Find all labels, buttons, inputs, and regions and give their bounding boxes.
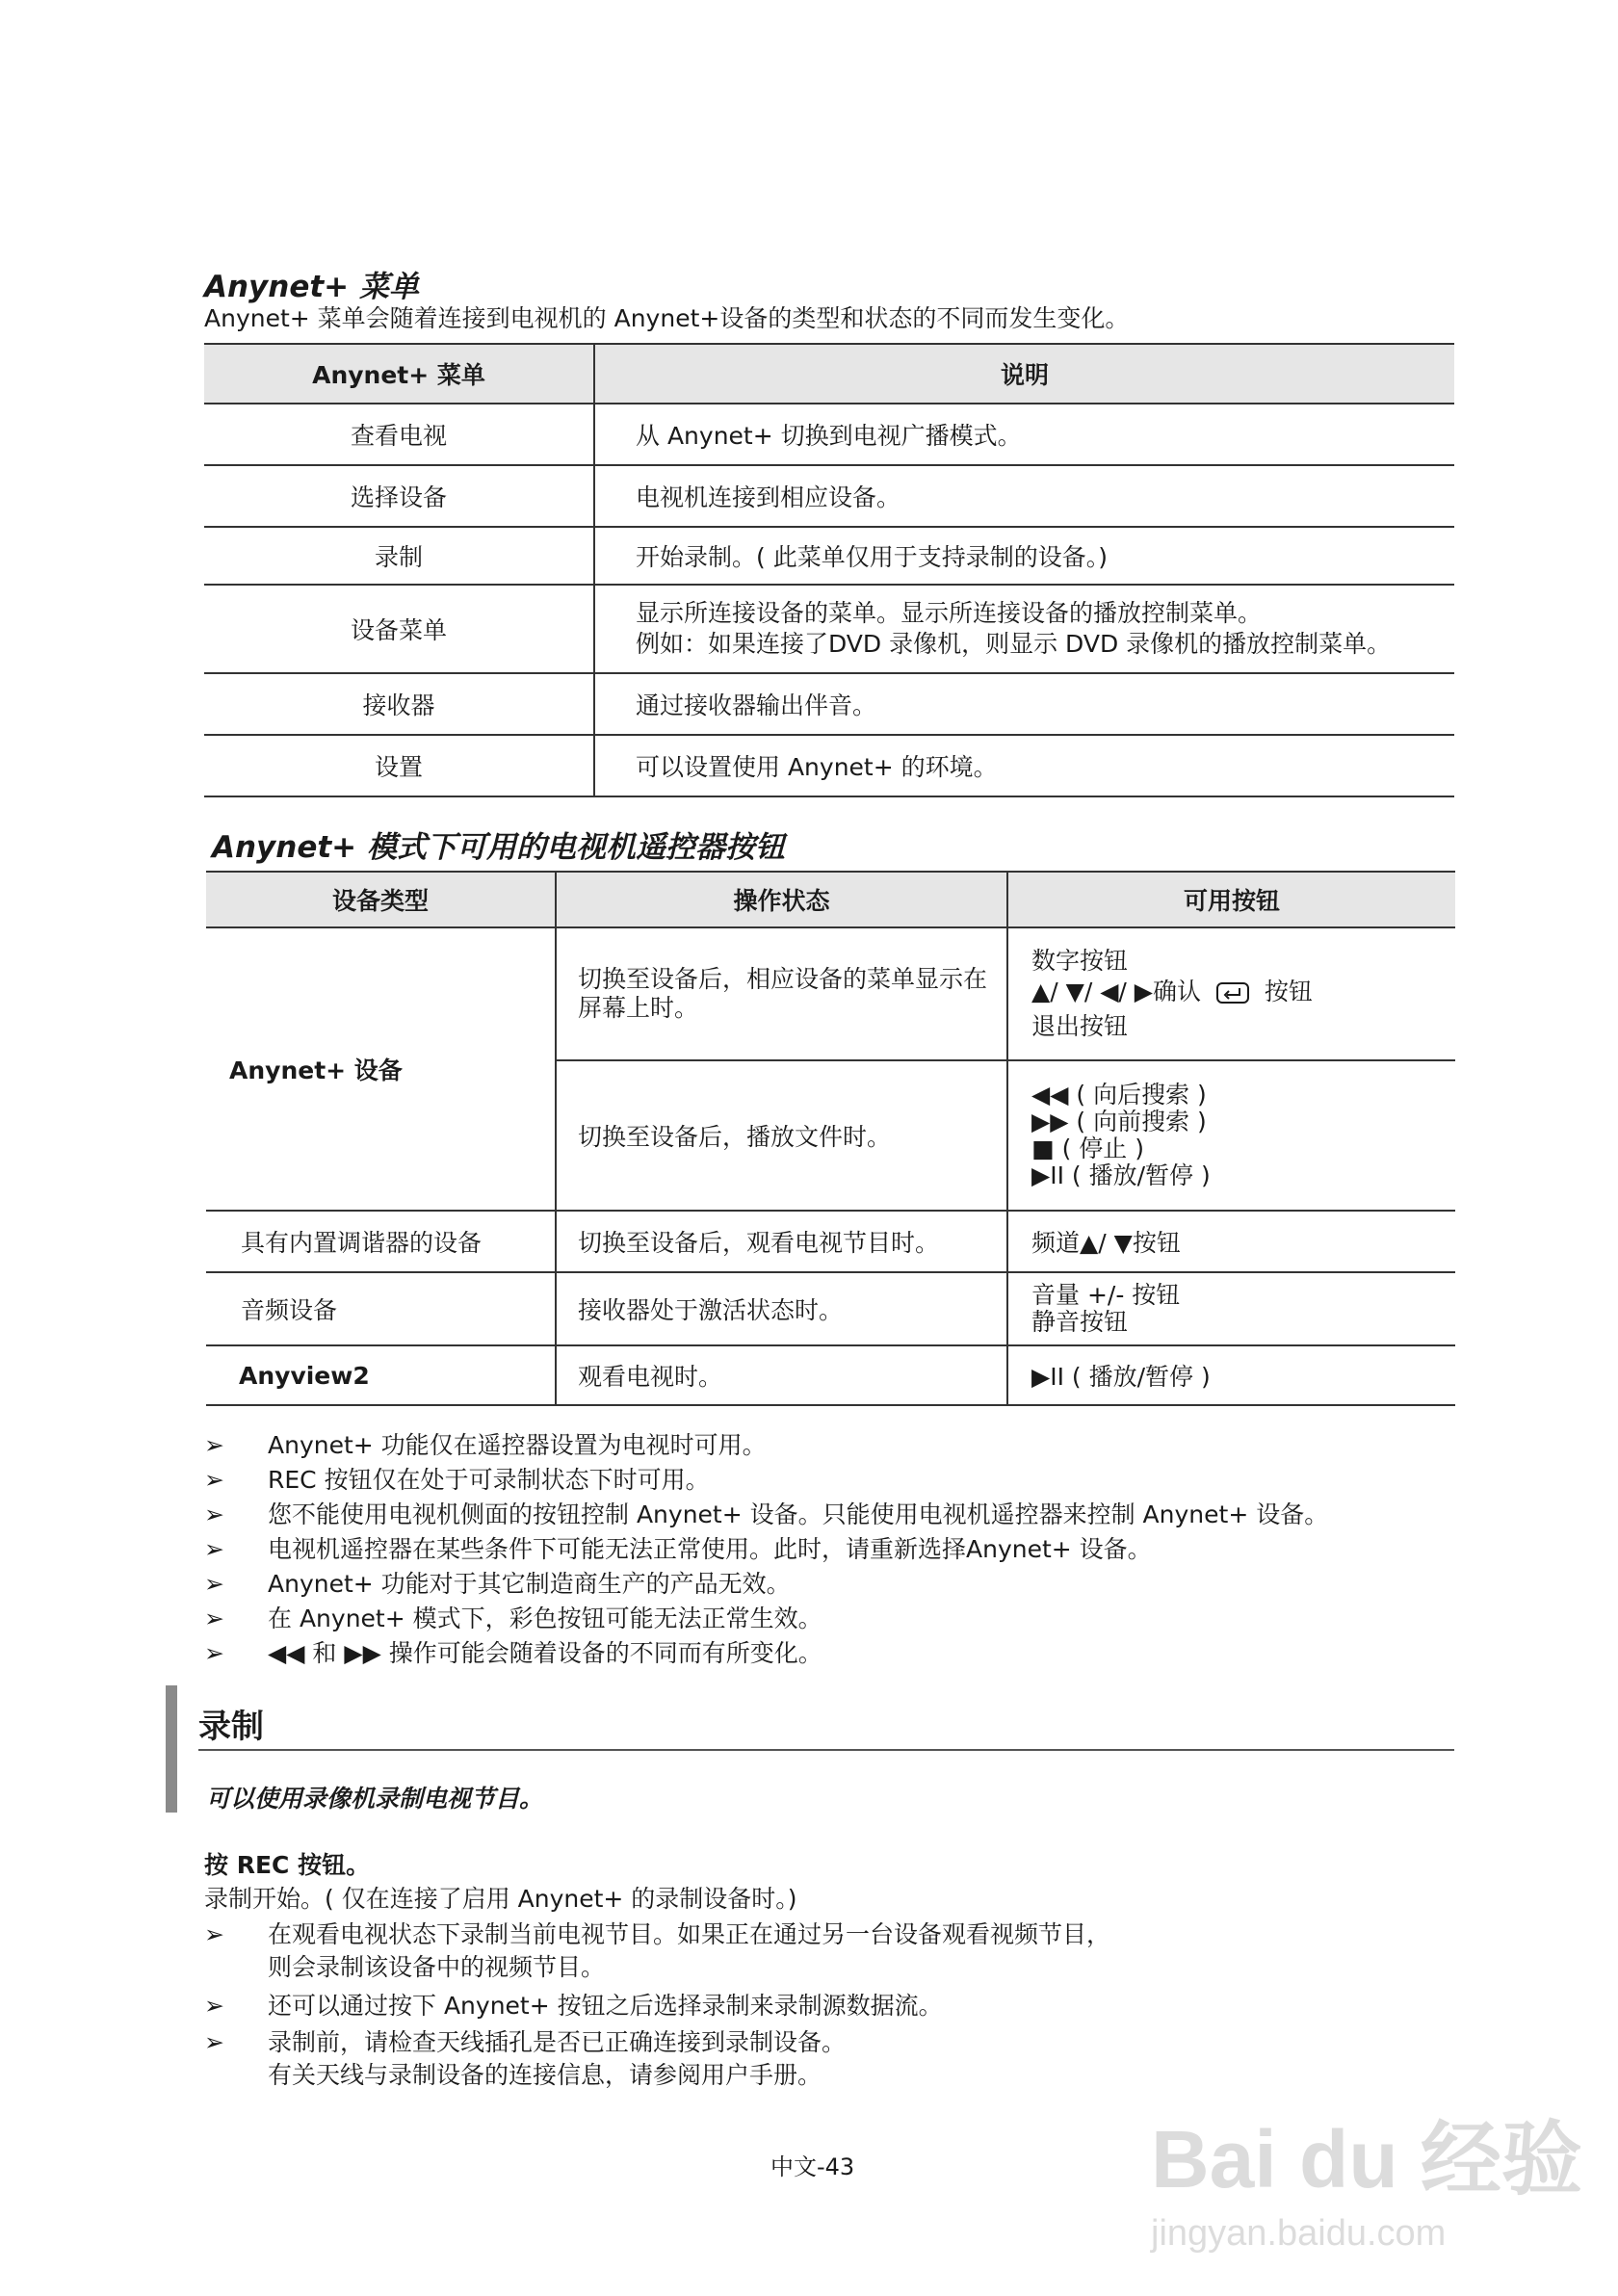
note-text: Anynet+ 功能对于其它制造商生产的产品无效。	[268, 1570, 791, 1598]
menu-cell: 设备菜单	[204, 585, 594, 673]
device-cell: Anyview2	[206, 1345, 556, 1405]
table-row	[204, 673, 1454, 735]
record-subtitle: 可以使用录像机录制电视节目。	[206, 1785, 544, 1813]
table-row	[206, 927, 1455, 1060]
baidu-watermark	[1151, 2095, 1583, 2268]
section-side-bar	[166, 1685, 177, 1813]
button-line: 静音按钮	[1031, 1308, 1129, 1336]
arrow-icon: ➢	[204, 1431, 224, 1459]
header-device: 设备类型	[206, 872, 556, 927]
desc-cell	[594, 585, 1454, 673]
note-text: Anynet+ 功能仅在遥控器设置为电视时可用。	[268, 1431, 767, 1459]
state-cell: 切换至设备后，相应设备的菜单显示在屏幕上时。	[556, 927, 1007, 1060]
desc-line: 例如：如果连接了DVD 录像机，则显示 DVD 录像机的播放控制菜单。	[636, 630, 1392, 658]
remote-buttons-table	[206, 871, 1455, 1406]
arrow-icon: ➢	[204, 1992, 224, 2020]
arrow-icon: ➢	[204, 1639, 224, 1667]
anynet-menu-table	[204, 343, 1454, 797]
header-desc: 说明	[594, 344, 1454, 404]
button-line: ▶▶ ( 向前搜索 )	[1031, 1108, 1207, 1135]
buttons-cell	[1007, 1272, 1455, 1345]
button-line: ◀◀ ( 向后搜索 )	[1031, 1081, 1207, 1109]
table-row	[204, 527, 1454, 585]
table-row	[204, 585, 1454, 673]
note-text: 您不能使用电视机侧面的按钮控制 Anynet+ 设备。只能使用电视机遥控器来控制 Anynet+ 设备。	[268, 1500, 1329, 1528]
buttons-cell: ▶II ( 播放/暂停 )	[1007, 1345, 1455, 1405]
desc-line: 显示所连接设备的菜单。显示所连接设备的播放控制菜单。	[636, 599, 1263, 627]
arrow-icon: ➢	[204, 2028, 224, 2056]
arrow-icon: ➢	[204, 1570, 224, 1598]
arrow-icon: ➢	[204, 1605, 224, 1632]
desc-cell: 从 Anynet+ 切换到电视广播模式。	[594, 404, 1454, 465]
note-text: REC 按钮仅在处于可录制状态下时可用。	[268, 1466, 710, 1494]
state-cell: 观看电视时。	[556, 1345, 1007, 1405]
section-title-anynet-menu: Anynet+ 菜单	[204, 270, 419, 304]
state-cell: 切换至设备后，播放文件时。	[556, 1060, 1007, 1211]
arrow-keys-text: ▲/ ▼/ ◀/ ▶确认	[1031, 978, 1202, 1005]
table-header-row	[204, 344, 1454, 404]
page-number: 中文-43	[770, 2153, 855, 2180]
record-step: 按 REC 按钮。	[204, 1851, 371, 1879]
header-state: 操作状态	[556, 872, 1007, 927]
menu-cell: 接收器	[204, 673, 594, 735]
menu-cell: 查看电视	[204, 404, 594, 465]
note-text: 有关天线与录制设备的连接信息，请参阅用户手册。	[268, 2061, 822, 2089]
table-row	[204, 465, 1454, 527]
table-row	[204, 404, 1454, 465]
desc-cell: 可以设置使用 Anynet+ 的环境。	[594, 735, 1454, 796]
note-text: 电视机遥控器在某些条件下可能无法正常使用。此时，请重新选择Anynet+ 设备。	[268, 1535, 1152, 1563]
record-start: 录制开始。( 仅在连接了启用 Anynet+ 的录制设备时。)	[204, 1885, 797, 1913]
note-text: 还可以通过按下 Anynet+ 按钮之后选择录制来录制源数据流。	[268, 1992, 943, 2020]
button-line: 音量 +/- 按钮	[1031, 1281, 1181, 1309]
table-row	[206, 1272, 1455, 1345]
note-text: ◀◀ 和 ▶▶ 操作可能会随着设备的不同而有所变化。	[268, 1639, 822, 1667]
enter-icon	[1216, 980, 1249, 1011]
note-text: 在观看电视状态下录制当前电视节目。如果正在通过另一台设备观看视频节目，	[268, 1920, 1111, 1948]
arrow-icon: ➢	[204, 1535, 224, 1563]
note-text: 录制前，请检查天线插孔是否已正确连接到录制设备。	[268, 2028, 847, 2056]
section-intro: Anynet+ 菜单会随着连接到电视机的 Anynet+设备的类型和状态的不同而发生变化。	[204, 304, 1130, 332]
section-divider	[198, 1749, 1454, 1751]
buttons-cell	[1007, 1060, 1455, 1211]
note-text: 在 Anynet+ 模式下，彩色按钮可能无法正常生效。	[268, 1605, 822, 1632]
button-line	[1031, 977, 1454, 1011]
table-row	[204, 735, 1454, 796]
buttons-cell	[1007, 927, 1455, 1060]
button-line: 退出按钮	[1031, 1012, 1129, 1040]
watermark-url: jingyan.baidu.com	[1151, 2213, 1447, 2254]
arrow-icon: ➢	[204, 1500, 224, 1528]
arrow-icon: ➢	[204, 1920, 224, 1948]
header-menu: Anynet+ 菜单	[204, 344, 594, 404]
note-text: 则会录制该设备中的视频节目。	[268, 1953, 606, 1981]
menu-cell: 选择设备	[204, 465, 594, 527]
state-cell: 接收器处于激活状态时。	[556, 1272, 1007, 1345]
desc-cell: 电视机连接到相应设备。	[594, 465, 1454, 527]
device-cell: 音频设备	[206, 1272, 556, 1345]
table-row	[206, 1211, 1455, 1272]
button-line: ▶II ( 播放/暂停 )	[1031, 1161, 1211, 1189]
header-buttons: 可用按钮	[1007, 872, 1455, 927]
record-section-title: 录制	[198, 1708, 264, 1746]
button-line: ■ ( 停止 )	[1031, 1135, 1144, 1162]
watermark-brand: Bai du 经验	[1151, 2114, 1583, 2205]
table-row	[206, 1345, 1455, 1405]
button-suffix: 按钮	[1264, 978, 1313, 1005]
buttons-cell: 频道▲/ ▼按钮	[1007, 1211, 1455, 1272]
section-title-remote-buttons: Anynet+ 模式下可用的电视机遥控器按钮	[212, 830, 785, 865]
menu-cell: 录制	[204, 527, 594, 585]
arrow-icon: ➢	[204, 1466, 224, 1494]
button-line: 数字按钮	[1031, 947, 1129, 975]
table-header-row	[206, 872, 1455, 927]
menu-cell: 设置	[204, 735, 594, 796]
device-cell: 具有内置调谐器的设备	[206, 1211, 556, 1272]
state-cell: 切换至设备后，观看电视节目时。	[556, 1211, 1007, 1272]
desc-cell: 通过接收器输出伴音。	[594, 673, 1454, 735]
desc-cell: 开始录制。( 此菜单仅用于支持录制的设备。)	[594, 527, 1454, 585]
device-cell: Anynet+ 设备	[206, 927, 556, 1211]
